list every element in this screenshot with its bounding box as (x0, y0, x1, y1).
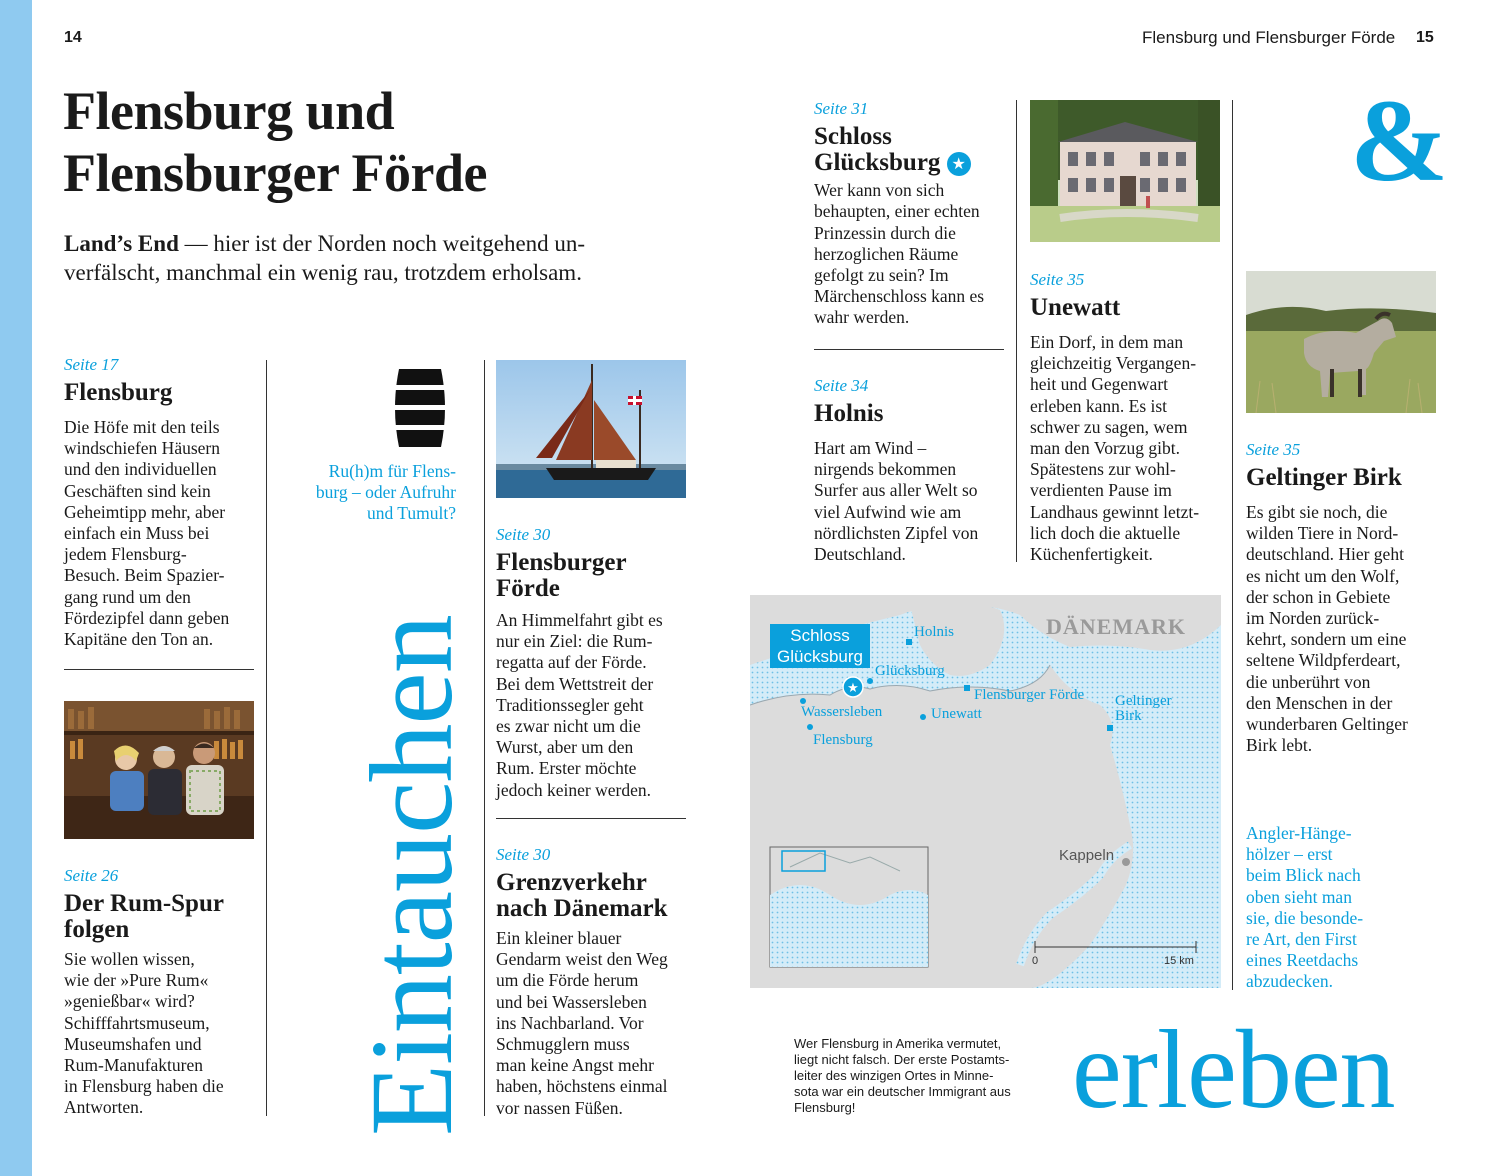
seite-ref: Seite 35 (1030, 270, 1085, 289)
angler-note: Angler-Hänge- hölzer – erst beim Blick nach oben sieht man sie, die besonde- re Art, den First eines Reetdachs abzudecken. (1246, 823, 1364, 992)
barrel-icon (391, 367, 449, 449)
region-map (750, 595, 1221, 988)
section-geltinger-birk (1246, 440, 1446, 756)
photo-rum-shop (64, 701, 254, 839)
seite-ref: Seite 30 (496, 845, 551, 864)
column-rule (1232, 100, 1233, 990)
eintauchen-vertical: Eintauchen (346, 615, 477, 1136)
section-title: Schloss Glücksburg ★ (814, 124, 1014, 176)
section-grenzverkehr (496, 845, 696, 1119)
divider (64, 669, 254, 670)
lead-line-2: verfälscht, manchmal ein wenig rau, trotzdem erholsam. (64, 260, 582, 285)
map-highlight-label: Schloss Glücksburg (770, 624, 870, 668)
map-label-holnis: Holnis (914, 624, 955, 640)
column-rule (266, 360, 267, 1116)
column-rule (484, 360, 485, 1116)
section-body: Ein kleiner blauer Gendarm weist den Weg um die Förde herum und bei Wassersleben ins Nachbarland. Vor Schmugglern muss man keine Angst mehr haben, höchstens einmal vor nassen Füßen. (496, 928, 668, 1118)
section-body: Ein Dorf, in dem man gleichzeitig Vergangen- heit und Gegenwart erleben kann. Es ist schwer zu sagen, wem man den Vorzug gibt. Spätestens zur wohl- verdienten Pause im Landhaus gewinnt letzt- lich doch die aktuelle Küchenfertigkeit. (1030, 332, 1200, 565)
section-flensburg (64, 355, 264, 650)
seite-ref: Seite 34 (814, 376, 869, 395)
map-label-unewatt: Unewatt (931, 706, 982, 722)
section-rum-spur (64, 866, 264, 1119)
photo-sailing-ship (496, 360, 686, 498)
page-title-line-2: Flensburger Förde (63, 143, 487, 203)
section-body: Sie wollen wissen, wie der »Pure Rum« »genießbar« wird? Schifffahrtsmuseum, Museumshafen und Rum-Manufakturen in Flensburg haben die Antworten. (64, 949, 224, 1118)
page-title (63, 80, 487, 204)
seite-ref: Seite 35 (1246, 440, 1301, 459)
section-title: Holnis (814, 400, 884, 427)
section-title: Geltinger Birk (1246, 464, 1402, 491)
section-unewatt (1030, 270, 1230, 565)
lead-paragraph (64, 229, 704, 287)
seite-ref: Seite 30 (496, 525, 551, 544)
section-gluecksburg (814, 99, 1014, 329)
map-scale-start: 0 (1032, 955, 1039, 967)
column-rule (1016, 100, 1017, 562)
section-body: An Himmelfahrt gibt es nur ein Ziel: die Rum- regatta auf der Förde. Bei dem Wettstreit der Traditionssegler geht es zwar nicht um die Wurst, aber um den Rum. Erster möchte jedoch keiner werden. (496, 610, 663, 800)
page-number-left: 14 (64, 29, 82, 46)
section-title: Flensburger Förde (496, 549, 627, 602)
section-body: Hart am Wind – nirgends bekommen Surfer aus aller Welt so viel Aufwind wie am nördlichsten Zipfel von Deutschland. (814, 438, 979, 565)
section-body: Wer kann von sich behaupten, einer echten Prinzessin durch die herzoglichen Räume gefolgt zu sein? Im Märchenschloss kann es wahr werden. (814, 180, 985, 328)
map-label-gluecksburg: Glücksburg (875, 663, 945, 679)
barrel-note: Ru(h)m für Flens- burg – oder Aufruhr und Tumult? (315, 461, 456, 524)
left-edge-strip (0, 0, 32, 1176)
divider (814, 349, 1004, 350)
page-number-right: 15 (1416, 29, 1434, 46)
lead-bold: Land’s End (64, 231, 179, 256)
section-title: Grenzverkehr nach Dänemark (496, 869, 668, 922)
section-body: Es gibt sie noch, die wilden Tiere in Nord- deutschland. Hier geht es nicht um den Wolf, der schon in Gebiete im Norden zurück- kehrt, sondern um eine seltene Wildpferdeart, die unberührt von den Menschen in der wunderbaren Geltinger Birk lebt. (1246, 502, 1408, 756)
section-body: Die Höfe mit den teils windschiefen Häusern und den individuellen Geschäften sind kein Geheimtipp mehr, aber einfach ein Muss bei jedem Flensburg- Besuch. Beim Spazier- gang rund um den Fördezipfel dann geben Kapitäne den Ton an. (64, 417, 230, 650)
seite-ref: Seite 17 (64, 355, 119, 374)
seite-ref: Seite 26 (64, 866, 119, 885)
photo-wild-horse (1246, 271, 1436, 413)
star-icon: ★ (947, 152, 971, 176)
map-label-geltinger: Geltinger Birk (1115, 693, 1172, 724)
map-label-foerde: Flensburger Förde (974, 687, 1085, 703)
photo-manor-house (1030, 100, 1220, 242)
lead-line-1: — hier ist der Norden noch weitgehend un- (178, 231, 586, 256)
map-scale-end: 15 km (1164, 955, 1194, 967)
section-foerde (496, 525, 696, 801)
seite-ref: Seite 31 (814, 99, 869, 118)
map-label-flensburg: Flensburg (813, 732, 873, 748)
divider (496, 818, 686, 819)
map-label-wassersleben: Wassersleben (801, 704, 883, 720)
castle-star-icon: ★ (847, 681, 859, 696)
ampersand: & (1350, 75, 1449, 206)
map-label-kappeln: Kappeln (1059, 847, 1115, 864)
section-title: Der Rum-Spur folgen (64, 890, 224, 943)
section-title: Unewatt (1030, 294, 1121, 321)
page-title-line-1: Flensburg und (63, 81, 395, 141)
section-title: Flensburg (64, 379, 173, 406)
erleben-word: erleben (1072, 1008, 1395, 1132)
section-holnis (814, 376, 1014, 565)
map-country-label: DÄNEMARK (1046, 614, 1186, 639)
amerika-note: Wer Flensburg in Amerika vermutet, liegt nicht falsch. Der erste Postamts- leiter des winzigen Ortes in Minne- sota war ein deutscher Immigrant aus Flensburg! (794, 1036, 1011, 1115)
running-title: Flensburg und Flensburger Förde (1142, 28, 1396, 47)
